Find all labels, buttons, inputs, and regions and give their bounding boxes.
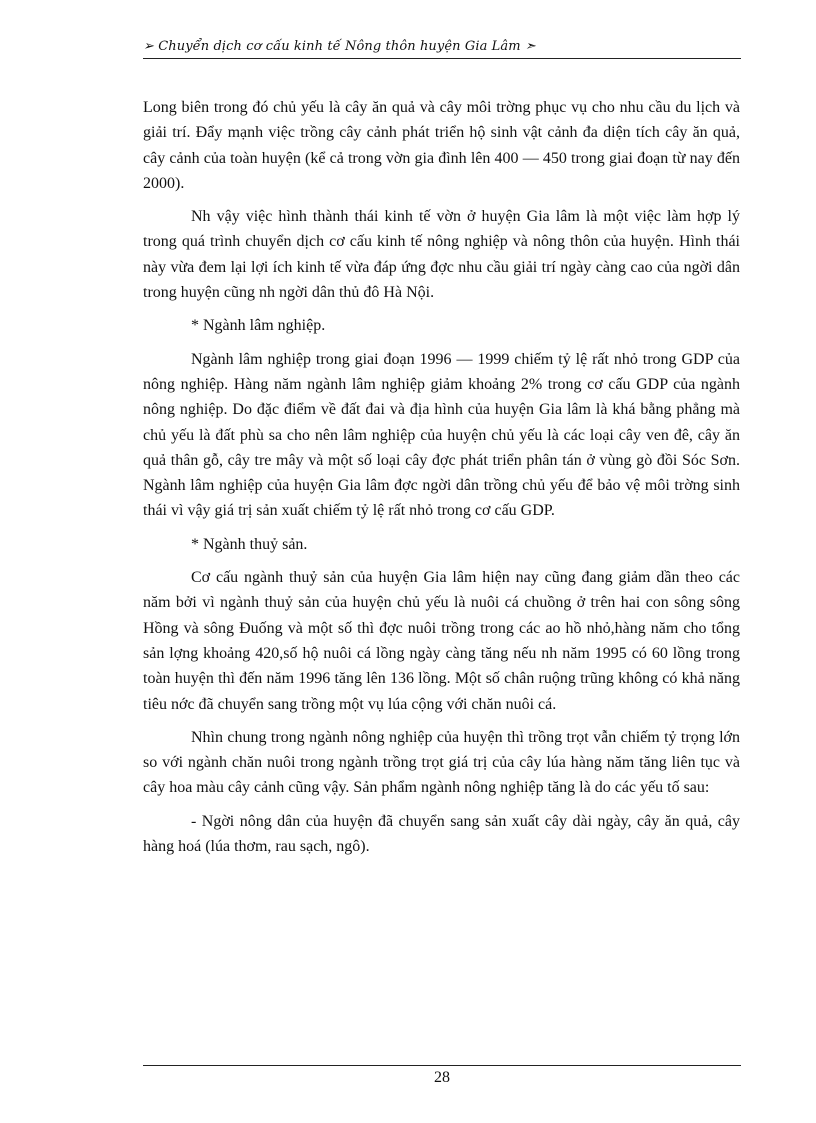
- paragraph-factor-1: - Ngời nông dân của huyện đã chuyển sang sản xuất cây dài ngày, cây ăn quả, cây hàng hoá (lúa thơm, rau sạch, ngô).: [143, 812, 740, 856]
- running-footer: [143, 1065, 741, 1086]
- paragraph-forestry: Ngành lâm nghiệp trong giai đoạn 1996 — 1999 chiếm tỷ lệ rất nhỏ trong GDP của nông nghiệp. Hàng năm ngành lâm nghiệp giảm khoảng 2% trong cơ cấu GDP của ngành nông nghiệp. Do đặc điểm về đất đai và địa hình của huyện Gia lâm là khá bằng phẳng mà chủ yếu là đất phù sa cho nên lâm nghiệp của huyện chủ yếu là các loại cây ven đê, cây ăn quả thân gỗ, cây tre mây và một số loại cây đợc phát triển phân tán ở vùng gò đồi Sóc Sơn. Ngành lâm nghiệp của huyện Gia lâm đợc ngời dân trồng chủ yếu để bảo vệ môi trờng sinh thái vì vậy giá trị sản xuất chiếm tỷ lệ rất nhỏ trong cơ cấu GDP.: [143, 350, 740, 520]
- paragraph-garden-economy: Nh vậy việc hình thành thái kinh tế vờn ở huyện Gia lâm là một việc làm hợp lý trong quá trình chuyển dịch cơ cấu kinh tế nông nghiệp và nông thôn của huyện. Hình thái này vừa đem lại lợi ích kinh tế vừa đáp ứng đợc nhu cầu giải trí ngày càng cao của ngời dân trong huyện cũng nh ngời dân thủ đô Hà Nội.: [143, 208, 740, 302]
- paragraph-fishery: Cơ cấu ngành thuỷ sản của huyện Gia lâm hiện nay cũng đang giảm dần theo các năm bởi vì ngành thuỷ sản của huyện chủ yếu là nuôi cá chuồng ở trên hai con sông sông Hồng và sông Đuống và một số thì đợc nuôi trồng trong các ao hồ nhỏ,hàng năm cho tổng sản lợng khoảng 420,số hộ nuôi cá lồng ngày càng tăng nếu nh năm 1995 có 60 lồng trong toàn huyện thì đến năm 1996 tăng lên 136 lồng. Một số chân ruộng trũng không có khả năng tiêu nớc đã chuyển sang trồng một vụ lúa cộng với chăn nuôi cá.: [143, 569, 740, 713]
- page-number: 28: [434, 1069, 450, 1086]
- section-heading-forestry: * Ngành lâm nghiệp.: [191, 317, 326, 335]
- section-heading-fishery: * Ngành thuỷ sản.: [191, 535, 308, 553]
- running-header: [143, 38, 741, 59]
- body-text: [143, 95, 740, 867]
- paragraph-summary: Nhìn chung trong ngành nông nghiệp của huyện thì trồng trọt vẫn chiếm tỷ trọng lớn so với ngành chăn nuôi trong ngành trồng trọt giá trị của cây lúa hàng năm tăng liên tục và cây hoa màu cây cảnh cũng vậy. Sản phẩm ngành nông nghiệp tăng là do các yếu tố sau:: [143, 728, 740, 797]
- header-title: ➢ Chuyển dịch cơ cấu kinh tế Nông thôn huyện Gia Lâm ➣: [143, 39, 536, 54]
- paragraph-continuation: Long biên trong đó chủ yếu là cây ăn quả và cây môi trờng phục vụ cho nhu cầu du lịch và giải trí. Đẩy mạnh việc trồng cây cảnh phát triển hộ sinh vật cảnh đa diện tích cây ăn quả, cây cảnh của toàn huyện (kể cả trong vờn gia đình lên 400 — 450 trong giai đoạn từ nay đến 2000).: [143, 99, 740, 192]
